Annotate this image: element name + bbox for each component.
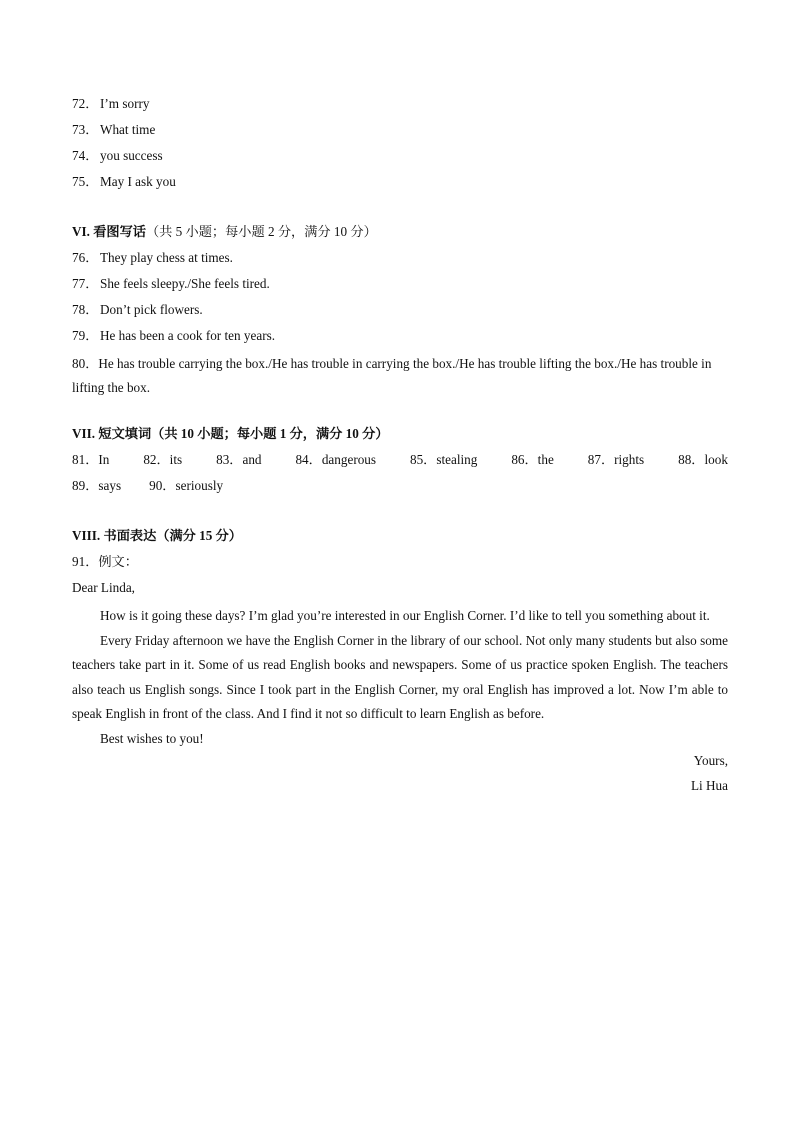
fill-answer-86: 86．the (511, 452, 554, 467)
answer-item-75 (72, 172, 728, 198)
item-answer: He has trouble carrying the box./He has trouble in carrying the box./He has trouble lifting the box./He has trouble in lifting the box. (72, 356, 712, 395)
answer-item-74 (72, 146, 728, 172)
section-heading (72, 424, 728, 450)
letter-paragraph-1: How is it going these days? I’m glad you’re interested in our English Corner. I’d like to tell you something about it. (100, 608, 710, 623)
item-answer: She feels sleepy./She feels tired. (100, 276, 270, 291)
part-v-answers (72, 94, 728, 198)
fill-answers-row-2 (72, 476, 728, 502)
fill-answer-83: 83．and (216, 452, 262, 467)
sample-essay-label: 91．例文： (72, 554, 138, 569)
fill-answer-87: 87．rights (587, 452, 645, 467)
item-number: 76． (72, 250, 99, 265)
section-scoring-note: （共 5 小题；每小题 2 分，满分 10 分） (146, 224, 377, 239)
item-number: 78． (72, 302, 99, 317)
letter-paragraph-3: Best wishes to you! (100, 730, 204, 746)
item-number: 75． (72, 174, 99, 189)
item-number: 80． (72, 356, 99, 371)
item-answer: May I ask you (100, 174, 176, 189)
fill-answer-89: 89．says (72, 478, 122, 493)
item-answer: He has been a cook for ten years. (100, 328, 276, 343)
answer-item-76 (72, 248, 728, 274)
part-viii-section (72, 526, 728, 800)
section-title: VI. 看图写话 (72, 224, 146, 239)
answer-item-72 (72, 94, 728, 120)
section-spacer (72, 400, 728, 424)
section-scoring-note: （共 10 小题；每小题 1 分，满分 10 分） (151, 426, 389, 441)
answer-item-80 (72, 352, 728, 400)
fill-answers-row-1 (72, 450, 728, 476)
answer-item-73 (72, 120, 728, 146)
item-number: 72． (72, 96, 99, 111)
letter-paragraph-2: Every Friday afternoon we have the English Corner in the library of our school. Not only many students but also some teachers take part in it. Some of us read English books and newspapers. Some of us practice spoken English. The teachers also teach us English songs. Since I took part in the English Corner, my oral English has improved a lot. Now I’m able to speak English in front of the class. And I find it not so difficult to learn English as before. (72, 632, 728, 721)
answer-item-77 (72, 274, 728, 300)
answer-item-78 (72, 300, 728, 326)
fill-answer-84: 84．dangerous (295, 452, 377, 467)
item-answer: They play chess at times. (100, 250, 233, 265)
item-answer: I’m sorry (100, 96, 150, 111)
section-spacer (72, 198, 728, 222)
item-answer: you success (100, 148, 163, 163)
fill-answer-90: 90．seriously (149, 478, 224, 493)
section-heading (72, 526, 728, 552)
section-heading (72, 222, 728, 248)
letter-closing: Yours, (693, 753, 728, 768)
item-number: 74． (72, 148, 99, 163)
fill-answer-82: 82．its (143, 452, 183, 467)
section-spacer (72, 502, 728, 526)
item-answer: What time (100, 122, 156, 137)
letter-salutation: Dear Linda, (72, 580, 135, 595)
answer-item-79 (72, 326, 728, 352)
answer-key-page (72, 94, 728, 800)
fill-answer-81: 81．In (72, 452, 110, 467)
section-title: VIII. 书面表达（满分 15 分） (72, 528, 242, 543)
letter-signature: Li Hua (691, 777, 728, 793)
item-number: 79． (72, 328, 99, 343)
fill-answer-85: 85．stealing (409, 452, 478, 467)
item-number: 77． (72, 276, 99, 291)
part-vii-section (72, 424, 728, 502)
item-answer: Don’t pick flowers. (100, 302, 203, 317)
part-vi-section (72, 222, 728, 400)
item-number: 73． (72, 122, 99, 137)
section-title: VII. 短文填词 (72, 426, 152, 441)
fill-answer-88: 88．look (678, 452, 728, 467)
